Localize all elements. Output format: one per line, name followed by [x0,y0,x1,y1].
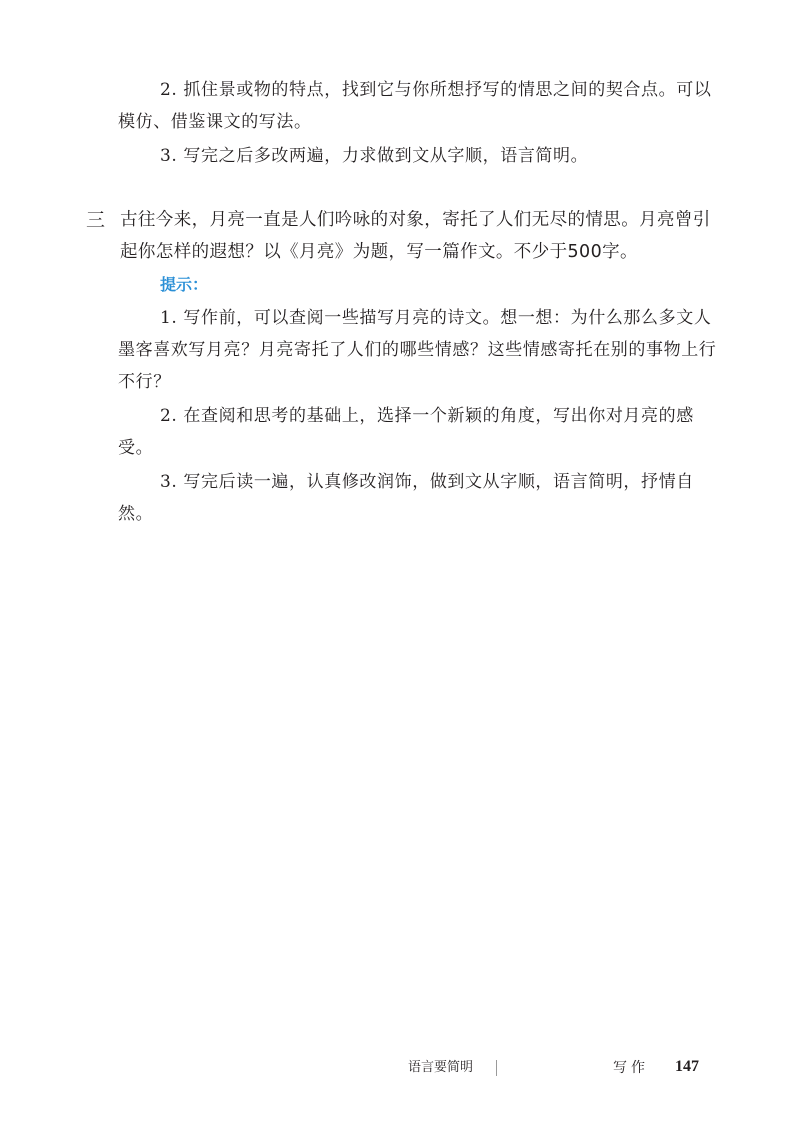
previous-tip-3 [118,140,718,172]
task-prompt: 古往今来，月亮一直是人们吟咏的对象，寄托了人们无尽的情思。月亮曾引起你怎样的遐想？以《月亮》为题，写一篇作文。不少于500字。 [120,210,711,262]
task-number: 三 [86,209,106,231]
footer-divider [496,1060,497,1076]
hint-item-3 [118,466,718,530]
hint-item-2-text: 2. 在查阅和思考的基础上，选择一个新颖的角度，写出你对月亮的感受。 [118,406,694,458]
hint-label: 提示： [160,275,209,294]
previous-tip-2-text: 2. 抓住景或物的特点，找到它与你所想抒写的情思之间的契合点。可以模仿、借鉴课文的写法。 [118,80,712,132]
previous-tip-3-text: 3. 写完之后多改两遍，力求做到文从字顺，语言简明。 [160,146,589,166]
previous-tip-2 [118,74,718,138]
hint-item-1-text: 1. 写作前，可以查阅一些描写月亮的诗文。想一想：为什么那么多文人墨客喜欢写月亮？月亮寄托了人们的哪些情感？这些情感寄托在别的事物上行不行？ [118,308,717,392]
page-number: 147 [675,1058,699,1075]
hint-item-2 [118,400,718,464]
footer-unit-title: 语言要简明 [408,1060,474,1075]
hint-item-3-text: 3. 写完后读一遍，认真修改润饰，做到文从字顺，语言简明，抒情自然。 [118,472,694,524]
footer-section-name: 写作 [613,1060,649,1076]
hint-item-1 [118,302,718,398]
